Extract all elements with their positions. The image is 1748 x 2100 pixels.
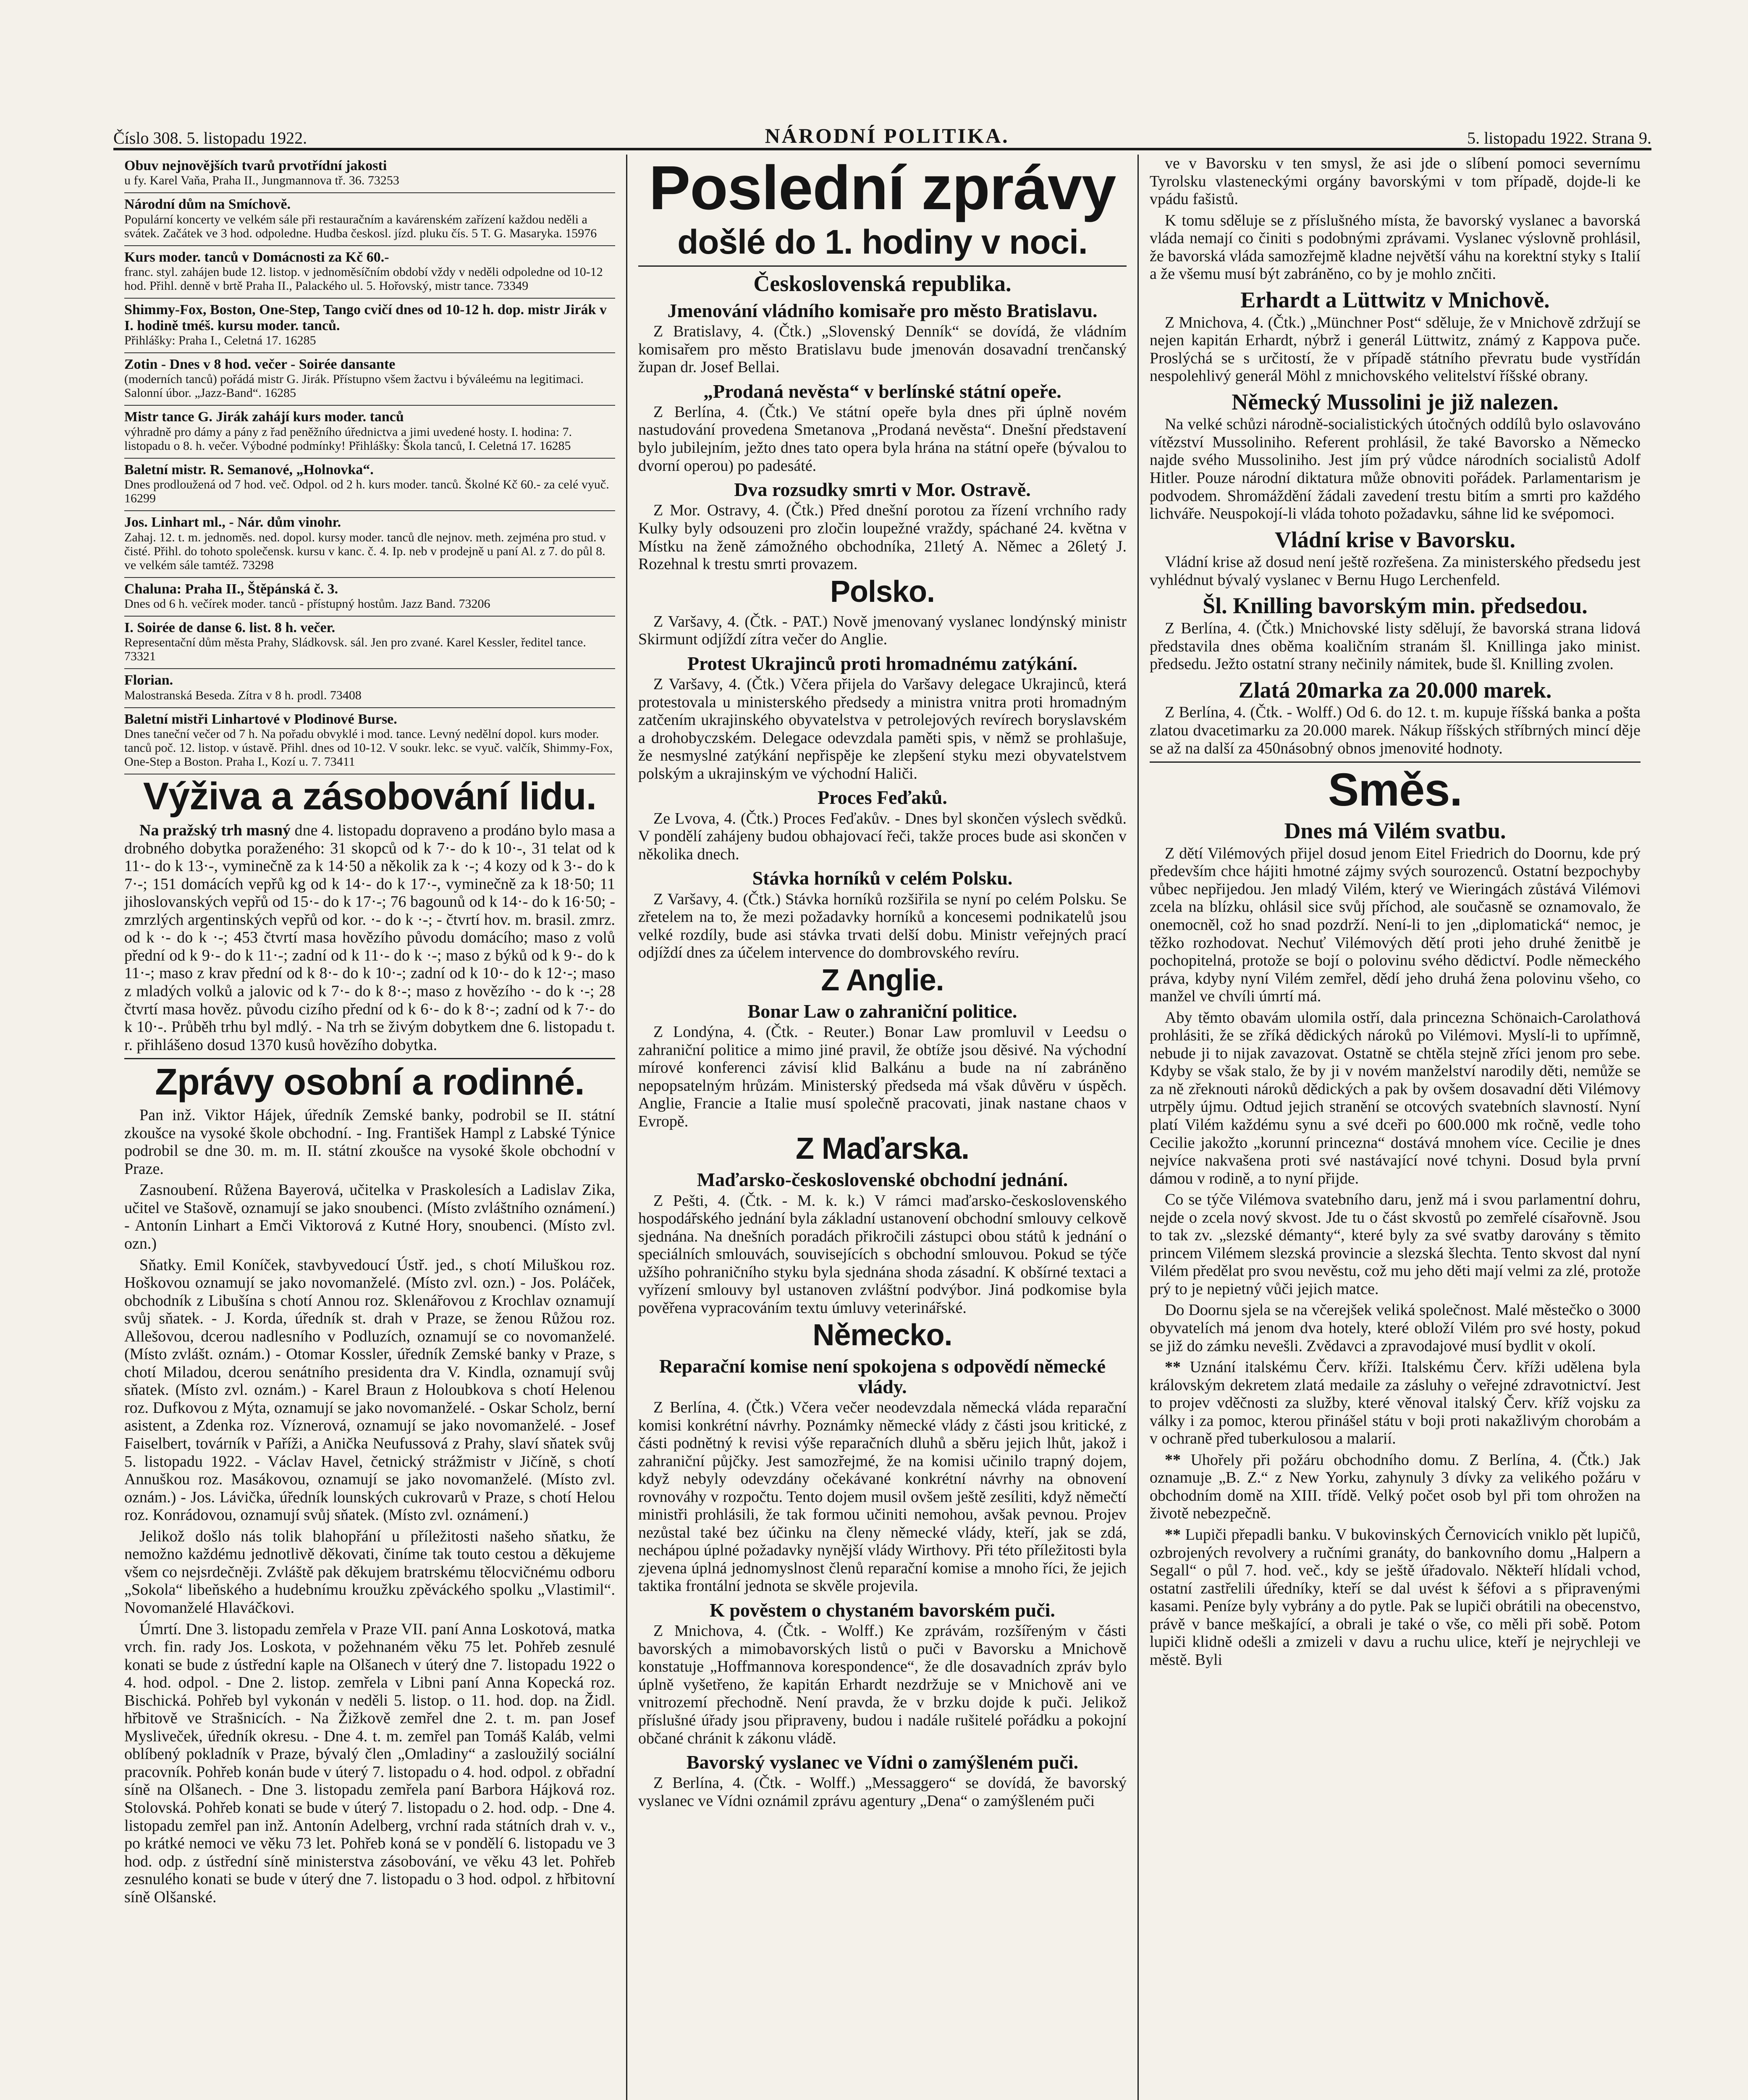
advertisement-text: Přihlášky: Praha I., Celetná 17. 16285 bbox=[124, 333, 316, 347]
advertisement-heading: Zotin - Dnes v 8 hod. večer - Soirée dansante bbox=[124, 356, 396, 372]
advertisement-text: (moderních tanců) pořádá mistr G. Jirák. Přístupno všem žactvu i býváleému na legitimaci. Salonní úbor. „Jazz-Band“. 16285 bbox=[124, 372, 584, 400]
text-hungary: Z Pešti, 4. (Čtk. - M. k. k.) V rámci maďarsko-československého hospodářského jednání byla základní ustanovení obchodní smlouvy celkově sjednána. Na dnešních poradách přikročili zástupci obou států k jednání o speciálních smlouvách, souvisejících s obchodní smlouvou. Pokud se týče užšího pohraničního styku byla sjednána shoda zásadní. K obšírné textaci a vyřízení smlouvy byl ustanoven zvláštní podvýbor. Jiná podkomise byla pověřena vypracováním textu úmluvy veterinářské. bbox=[638, 1192, 1127, 1317]
bullet-icon: ** bbox=[1164, 1451, 1191, 1469]
section-hungary: Z Maďarska. bbox=[796, 1132, 969, 1166]
text-red-cross bbox=[1150, 1358, 1641, 1448]
text-erhardt: Z Mnichova, 4. (Čtk.) „Münchner Post“ sděluje, že v Mnichově zdržují se nejen kapitán Erhardt, nýbrž i generál Lüttwitz, známý z Kappova puče. Proslýchá se s určitostí, že v případě státního převratu bude vystřídán nespolehlivý generál Möhl z mnichovského velitelství říšské obrany. bbox=[1149, 313, 1641, 385]
robbery-text: Lupiči přepadli banku. V bukovinských Černovicích vniklo pět lupičů, ozbrojených revolvery a ručními granáty, do bankovního domu „Halpern a Segall“ o půl 7. hod. več., kdy se ještě úřadovalo. Někteří hlídali vchod, ostatní zastřelili úředníky, kteří se dal uvést k šéfovi a s připravenými kasami. Peníze byly vybrány a do pytle. Pak se lupiči obrátili na obecenstvo, právě v bance meškající, a obrali je také o vše, co měli při sobě. Potom lupiči klidně odešli a zmizeli v davu a ruchu ulice, kteří je nejrychleji ve městě. Byli bbox=[1149, 1526, 1641, 1669]
text-vienna: Z Berlína, 4. (Čtk. - Wolff.) „Messaggero“ se dovídá, že bavorský vyslanec ve Vídni oznámil zprávu agentury „Dena“ o zamýšleném puči bbox=[638, 1774, 1127, 1810]
text-robbery bbox=[1150, 1526, 1641, 1669]
text-wedding-2: Aby těmto obavám ulomila ostří, dala princezna Schönaich-Carolathová prohlásiti, že se zříká dědických nároků po Vilémovi. Myslí-li to upřímně, nebude ji to nijak zavazovat. Ostatně se chtěla stejně zříci jenom pro sebe. Kdyby se však stalo, že by ji v novém manželství narodily děti, nemůže se za ně zřeknouti nároků dědických a pak by ovšem dosavadní děti Vilémovy utrpěly újmu. Odtud jejich stranění se otcových svatebních slavností. Nyní platí Vilém každému synu a své dceři po 600.000 mk ročně, vedle toho Cecilie jakožto „korunní princezna“ dostává mnohem více. Cecilie je dnes nejvíce nakvašena proti své nastávající nové tchyni. Dosud byla první dámou v rodině, a to nyní přijde. bbox=[1149, 1008, 1641, 1187]
text-fedak: Ze Lvova, 4. (Čtk.) Proces Feďakův. - Dnes byl skončen výslech svědků. V pondělí zahájeny budou obhajovací řeči, takže proces bude asi skončen v několika dnech. bbox=[638, 809, 1127, 863]
headline-vienna: Bavorský vyslanec ve Vídni o zamýšleném puči. bbox=[686, 1751, 1079, 1773]
text-bavaria-putsch: Z Mnichova, 4. (Čtk. - Wolff.) Ke zprávám, rozšířeným v části bavorských a mimobavorských listů o puči v Bavorsku a Mnichově konstatuje „Hoffmannova korespondence“, že dle dosavadních zpráv bylo úplně vyšetřeno, že kapitán Erhardt nezdržuje se v Mnichově ani ve vnitrozemí přechodně. Není pravda, že v brzku dojde k puči. Jelikož příslušné úřady jsou připraveny, budou i nadále rušitelé pořádku a pokojní občané chránit k zákonu vládě. bbox=[638, 1622, 1127, 1747]
headline-mussolini: Německý Mussolini je již nalezen. bbox=[1232, 389, 1559, 415]
late-news-subtitle: došlé do 1. hodiny v noci. bbox=[677, 223, 1088, 261]
text-bonar: Z Londýna, 4. (Čtk. - Reuter.) Bonar Law promluvil v Leedsu o zahraniční politice a mimo jiné pravil, že obtíže jsou děsivé. Na východní mírové konferenci závisí klid Balkánu a bude na ní zabráněno nepopsatelným hrůzám. Ministerský předseda má však důvěru v úspěch. Anglie, Francie a Italie musí společně pracovati, jinak nastane chaos v Evropě. bbox=[638, 1023, 1127, 1130]
section-england: Z Anglie. bbox=[821, 963, 944, 997]
advertisement-heading: Chaluna: Praha II., Štěpánská č. 3. bbox=[124, 581, 338, 597]
news-block bbox=[638, 613, 1127, 962]
headline-opera: „Prodaná nevěsta“ v berlínské státní opeře. bbox=[703, 380, 1061, 402]
advertisement bbox=[124, 708, 615, 774]
headline-erhardt: Erhardt a Lüttwitz v Mnichově. bbox=[1240, 287, 1550, 312]
headline-ostrava: Dva rozsudky smrti v Mor. Ostravě. bbox=[734, 479, 1031, 501]
text-ukraine: Z Varšavy, 4. (Čtk.) Včera přijela do Varšavy delegace Ukrajinců, která protestovala u ministerského předsedy a ministra vnitra proti hromadným zatčením ukrajinského obyvatelstva v petrolejových revírech boryslavském a drohobyczském. Delegace odevzdala paměti spis, v němž se prohlašuje, že nesmyslné zatýkání nepřispěje ke zlepšení styku mezi obyvatelstvem polským a ukrajinským ve východní Haliči. bbox=[638, 675, 1127, 782]
news-block bbox=[638, 1356, 1127, 1810]
masthead-issue: Číslo 308. 5. listopadu 1922. bbox=[113, 129, 307, 147]
headline-reparation: Reparační komise není spokojena s odpovědí německé vlády. bbox=[659, 1355, 1106, 1397]
advertisement-text: Malostranská Beseda. Zítra v 8 h. prodl. 73408 bbox=[124, 688, 362, 702]
masthead-date-page: 5. listopadu 1922. Strana 9. bbox=[1467, 129, 1651, 147]
text-poland: Z Varšavy, 4. (Čtk. - PAT.) Nově jmenovaný vyslanec londýnský ministr Skirmunt odjíždí zítra večer do Anglie. bbox=[638, 612, 1127, 648]
headline-fedak: Proces Feďaků. bbox=[818, 787, 947, 808]
column-right bbox=[1139, 155, 1651, 2100]
advertisement bbox=[124, 617, 615, 669]
text-gold: Z Berlína, 4. (Čtk. - Wolff.) Od 6. do 12. t. m. kupuje říšská banka a pošta zlatou dvacetimarku za 20.000 marek. Nákup říšských stříbrných mincí děje se až na další za 450násobný obnos jmenovité hodnoty. bbox=[1149, 704, 1641, 757]
advertisement bbox=[124, 578, 615, 617]
advertisement-text: Dnes taneční večer od 7 h. Na pořadu obvyklé i mod. tance. Levný nedělní dopol. kurs moder. tanců poč. 12. listop. v ústavě. Přihl. dnes od 10-12. V soukr. lekc. se vyuč. valčík, Shimmy-Fox, One-Step a Boston. Praha I., Kozí u. 7. 73411 bbox=[124, 727, 613, 769]
supply-article bbox=[124, 822, 615, 1054]
personal-p2: Zasnoubení. Růžena Bayerová, učitelka v Praskolesích a Ladislav Zika, učitel ve Stašově, oznamují se jako snoubenci. (Místo zvláštního oznámení.) - Antonín Linhart a Emči Viktorová z Kutné Hory, snoubenci. (Místo zvl. ozn.) bbox=[124, 1181, 615, 1253]
late-news-title: Poslední zprávy bbox=[649, 155, 1116, 223]
personal-article bbox=[124, 1106, 615, 1906]
advertisement-heading: Národní dům na Smíchově. bbox=[124, 197, 291, 213]
divider bbox=[124, 1058, 615, 1059]
news-block bbox=[1150, 819, 1641, 1669]
headline-gold: Zlatá 20marka za 20.000 marek. bbox=[1238, 677, 1552, 703]
news-block bbox=[638, 301, 1127, 573]
columns bbox=[113, 155, 1651, 2100]
personal-title: Zprávy osobní a rodinné. bbox=[155, 1061, 584, 1103]
personal-p5: Úmrtí. Dne 3. listopadu zemřela v Praze VII. paní Anna Loskotová, matka vrch. fin. rady Jos. Loskota, v požehnaném věku 75 let. Pohřeb zesnulé konati se bude z ústřední kaple na Olšanech v úterý dne 7. listopadu 1922 o 4. hod. odpol. - Dne 2. listop. zemřela v Libni paní Anna Kopecká roz. Bischická. Pohřeb byl vykonán v neděli 5. listop. o 11. hod. dop. na Židl. hřbitově ve Strašnicích. - Na Žižkově zemřel dne 2. t. m. pan Josef Mysliveček, úředník okresu. - Dne 4. t. m. zemřel pan Tomáš Kaláb, velmi oblíbený pokladník v Praze, bývalý člen „Omladiny“ a zasloužilý sociální pracovník. Pohřeb konán bude v úterý 7. listopadu o 4. hod. odpol. z obřadní síně na Olšanech. - Dne 3. listopadu zemřela paní Barbora Hájková roz. Stolovská. Pohřeb konati se bude v úterý 7. listopadu o 2. hod. odp. - Dne 4. listopadu zemřel pan inž. Antonín Adelberg, vrchní rada státních drah v. v., po krátké nemoci ve věku 73 let. Pohřeb koná se v pondělí 6. listopadu ve 3 hod. odp. z ústřední síně ministerstva zásobování, ve věku 43 let. Pohřeb zesnulého konati se bude v úterý dne 7. listopadu o 3 hod. odpol. z hřbitovní síně Olšanské. bbox=[124, 1620, 615, 1906]
text-bratislava: Z Bratislavy, 4. (Čtk.) „Slovenský Denník“ se dovídá, že vládním komisařem pro město Bratislavu bude jmenován dosavadní trenčanský župan dr. Josef Bellai. bbox=[638, 322, 1127, 376]
headline-crisis: Vládní krise v Bavorsku. bbox=[1274, 527, 1516, 552]
advertisement bbox=[124, 299, 615, 353]
bullet-icon: ** bbox=[1164, 1526, 1185, 1544]
supply-title: Výživa a zásobování lidu. bbox=[143, 775, 597, 818]
advertisement-heading: Kurs moder. tanců v Domácnosti za Kč 60.- bbox=[124, 249, 389, 265]
news-block bbox=[638, 1001, 1127, 1131]
section-czechoslovakia: Československá republika. bbox=[753, 271, 1012, 296]
advertisement-heading: I. Soirée de danse 6. list. 8 h. večer. bbox=[124, 620, 335, 635]
text-wedding-4: Do Doornu sjela se na včerejšek veliká společnost. Malé městečko o 3000 obyvatelích má jenom dva hotely, které obloží Vilém pro své hosty, pokud se již do zámku nevešli. Zvědavci a zpravodajové musí bydlit v okolí. bbox=[1149, 1301, 1641, 1355]
supply-text: dne 4. listopadu dopraveno a prodáno bylo masa a drobného dobytka poraženého: 31 skopců od k 7·- do k 10·-, 31 telat od k 11·- do k 13·-, vyminečně za k 14·50 a několik za k ·-; 4 kozy od k 3·- do k 7·-; 151 domácích vepřů kg od k 14·- do k 17·-, vyminečně za k 18·50; 11 jihoslovanských vepřů od 15·- do k 17·-; 76 bagounů od k 14·- do k 16·50; - zmrzlých argentinských vepřů od kor. ·- do k ·-; - čtvrtí hov. m. brasil. zmrz. od k ·- do k ·-; 453 čtvrtí masa hovězího původu domácího; maso z volů přední od k 9·- do k 11·-; zadní od k 11·- do k ·-; maso z býků od k 9·- do k 11·-; maso z krav přední od k 8·- do k 10·-; zadní od k 10·- do k 12·-; maso z mladých volků a jalovic od k 7·- do k 8·-; maso z hovězího ·- do k ·-; 28 čtvrtí masa hověz. původu cizího přední od k 6·- do k 8·-; zadní od k 7·- do k 10·-. Průběh trhu byl mdlý. - Na trh se živým dobytkem dne 6. listopadu t. r. přihlášeno dosud 1370 kusů hovězího dobytka. bbox=[124, 822, 615, 1054]
advertisement-text: Representační dům města Prahy, Sládkovsk. sál. Jen pro zvané. Karel Kessler, ředitel tance. 73321 bbox=[124, 635, 586, 664]
advertisement-heading: Shimmy-Fox, Boston, One-Step, Tango cvičí dnes od 10-12 h. dop. mistr Jirák v I. hodině tméš. kursu moder. tanců. bbox=[124, 302, 607, 333]
advertisement bbox=[124, 155, 615, 193]
masthead bbox=[113, 113, 1651, 150]
headline-knilling: Šl. Knilling bavorským min. předsedou. bbox=[1203, 593, 1588, 619]
text-ostrava: Z Mor. Ostravy, 4. (Čtk.) Před dnešní porotou za řízení vrchního rady Kulky byly odsouzeni pro zločin loupežné vraždy, spáchané 24. května v Místku na ženě zámožného obchodníka, 21letý A. Němec a 26letý J. Rozehnal k trestu smrti provazem. bbox=[638, 501, 1127, 573]
advertisement-heading: Florian. bbox=[124, 672, 173, 688]
advertisement-heading: Jos. Linhart ml., - Nár. dům vinohr. bbox=[124, 514, 341, 530]
news-block bbox=[1150, 155, 1641, 757]
column-middle bbox=[626, 155, 1139, 2100]
advertisement-heading: Baletní mistr. R. Semanové, „Holnovka“. bbox=[124, 462, 374, 478]
text-wedding: Z dětí Vilémových přijel dosud jenom Eitel Friedrich do Doornu, kde prý především chce hájiti hmotné zájmy svých sourozenců. Ostatní bezpochyby vůbec nepřijedou. Jen mladý Vilém, který ve Wieringách zůstává Vilémovi zcela na blízku, ohlásil sice svůj příchod, ale současně se oznamovalo, že onemocněl, což ho snad pozdrží. Není-li to jen „diplomatická“ nemoc, je těžko rozhodovat. Nechuť Vilémových dětí proti jeho druhé ženitbě je pochopitelná, protože se bojí o polovinu svého dědictví. Podle německého práva, kdyby nyní Vilém zemřel, dědí jeho druhá žena polovinu všeho, co manžel ve chvíli úmrtí má. bbox=[1149, 844, 1641, 1005]
text-reparation: Z Berlína, 4. (Čtk.) Včera večer neodevzdala německá vláda reparační komisi konkrétní návrhy. Poznámky německé vlády z části jsou kritické, z části podnětný k revisi výše reparačních dluhů a sběru jejich lhůt, jakož i zahraniční půjčky. Jest samozřejmé, že na komisi učinilo trapný dojem, když nebyly odevzdány očekávané konkrétní návrhy na obnovení rovnováhy v rozpočtu. Tento dojem musil ovšem ještě zesíliti, když němečtí ministři prohlásili, že tak formou učiniti nemohou, avšak pevnou. Projev nezůstal také bez účinku na členy německé vlády, kteří, jak se zdá, nechápou úplné požadavky nynější vlády Wirthovy. Při této příležitosti byla zjevena úplná jednomyslnost členů reparační komise a mnoho říci, že jejich taktika frontální jednota se skvěle projevila. bbox=[638, 1398, 1127, 1595]
headline-strike: Stávka horníků v celém Polsku. bbox=[752, 867, 1013, 889]
advertisement-text: výhradně pro dámy a pány z řad peněžního úřednictva a jimi uvedené hosty. I. hodina: 7. listopadu o 8. h. večer. Výbodné podmínky! Přihlášky: Škola tanců, I. Celetná 17. 16285 bbox=[124, 425, 572, 453]
personal-p1: Pan inž. Viktor Hájek, úředník Zemské banky, podrobil se II. státní zkoušce na vysoké škole obchodní. - Ing. František Hampl z Labské Týnice podrobil se dne 30. m. m. II. státní zkoušce na vysoké škole obchodní v Praze. bbox=[124, 1106, 615, 1178]
headline-bratislava: Jmenování vládního komisaře pro město Bratislavu. bbox=[667, 299, 1098, 321]
advertisement-text: Populární koncerty ve velkém sále při restauračním a kavárenském zařízení každou neděli a svátek. Začátek ve 3 hod. odpoledne. Hudba českosl. jízd. pluku čís. 5 T. G. Masaryka. 15976 bbox=[124, 212, 597, 240]
text-crisis: Vládní krise až dosud není ještě rozřešena. Za ministerského předsedu jest vyhlédnut bývalý vyslanec v Bernu Hugo Lerchenfeld. bbox=[1149, 553, 1641, 589]
divider bbox=[1150, 761, 1641, 763]
text-fire bbox=[1150, 1451, 1641, 1522]
headline-ukraine: Protest Ukrajinců proti hromadnému zatýkání. bbox=[687, 652, 1077, 674]
bullet-icon: ** bbox=[1164, 1358, 1190, 1376]
advertisement-text: franc. styl. zahájen bude 12. listop. v jednoměsíčním období vždy v neděli odpoledne od 10-12 hod. Přihl. denně v brtě Praha II., Palackého ul. 5. Hořovský, mistr tance. 73349 bbox=[124, 265, 603, 293]
masthead-paper-title: NÁRODNÍ POLITIKA. bbox=[765, 124, 1009, 147]
text-mussolini: Na velké schůzi národně-socialistických útočných oddílů bylo oslavováno vítězství Mussoliniho. Referent prohlásil, že také Bavorsko a Německo najde svého Mussoliniho. Jest jím prý vůdce národních socialistů Adolf Hitler. Pouze národní diktatura může obnoviti pořádek. Parlamentarism je podvodem. Shromáždění žádali zavedení trestu bitím a smrti pro každého lichváře. Neuspokojí-li vláda tohoto požadavku, sáhne lid ke svépomoci. bbox=[1149, 415, 1641, 523]
divider bbox=[638, 265, 1127, 267]
personal-p3: Sňatky. Emil Koníček, stavbyvedoucí Ústř. jed., s chotí Miluškou roz. Hoškovou oznamují se jako novomanželé. (Místo zvl. ozn.) - Jos. Poláček, obchodník z Libušína s chotí Annou roz. Sklenářovou z Krochlav oznamují svůj sňatek. - J. Korda, úředník st. drah v Praze, se ženou Růžou roz. Allešovou, dcerou nadlesního v Podluzích, oznamují se co novomanželé. (Místo zvlášt. oznám.) - Otomar Kossler, úředník Zemské banky v Praze, s chotí Miladou, dcerou senátního presidenta dra V. Kindla, oznamují svůj sňatek. (Místo zvl. oznám.) - Karel Braun z Holoubkova s chotí Helenou roz. Dufkovou z Mýta, oznamují se jako novomanželé. - Oskar Scholz, berní asistent, a Zdenka roz. Víznerová, oznamují se jako novomanželé. - Josef Faiselbert, továrník v Paříži, a Anička Neufussová z Prahy, slaví sňatek svůj 5. listopadu 1922. - Václav Havel, četnický strážmistr v Jičíně, s chotí Annuškou roz. Masákovou, oznamují se jako novomanželé. (Místo zvl. oznám.) - Jos. Lávička, úředník lounských cukrovarů v Praze, s chotí Helou roz. Konrádovou, oznamují svůj sňatek. (Místo zvl. oznámení.) bbox=[124, 1256, 615, 1524]
advertisement bbox=[124, 406, 615, 458]
text-intro: ve v Bavorsku v ten smysl, že asi jde o slíbení pomoci severnímu Tyrolsku vlasteneckými orgány bavorskými v tom případě, dojde-li ke vpádu fašistů. bbox=[1149, 155, 1641, 208]
advertisement bbox=[124, 669, 615, 708]
headline-wedding: Dnes má Vilém svatbu. bbox=[1284, 818, 1506, 844]
section-smes: Směs. bbox=[1328, 764, 1462, 816]
text-opera: Z Berlína, 4. (Čtk.) Ve státní opeře byla dnes při úplně novém nastudování provedena Smetanova „Prodaná nevěsta“. Dnešní představení bylo jubilejním, ježto dnes tato opera byla hrána na státní opeře (bývalou to dvorní operou) po padesáté. bbox=[638, 403, 1127, 475]
advertisement-text: Zahaj. 12. t. m. jednoměs. ned. dopol. kursy moder. tanců dle nejnov. meth. zejména pro stud. v čisté. Přihl. do tohoto společensk. kursu v kanc. č. 4. Ip. neb v prodejně u paní Al. z 7. do půl 8. ve velkém sále tamtéž. 73298 bbox=[124, 530, 606, 572]
advertisement bbox=[124, 511, 615, 578]
personal-p4: Jelikož došlo nás tolik blahopřání u příležitosti našeho sňatku, že nemožno každému jednotlivě děkovati, činíme tak touto cestou a děkujeme všem co nejsrdečněji. Zvláště pak děkujem bratrskému tělocvičnému odboru „Sokola“ libeňského a hudebnímu kroužku zpěváckého spolku „Vlastimil“. Novomanželé Hlaváčkovi. bbox=[124, 1527, 615, 1617]
red-cross-text: Uznání italskému Červ. kříži. Italskému Červ. kříži udělena byla královským dekretem zlatá medaile za zásluhy o veřejné zdravotnictví. Jest to projev vděčnosti za služby, které věnoval italský Červ. kříž vojsku za války i za pomoc, kterou přinášel státu v boji proti nakažlivým chorobám a v ochraně před tuberkulosou a malarií. bbox=[1149, 1358, 1641, 1448]
advertisement-heading: Baletní mistři Linhartové v Plodinové Burse. bbox=[124, 711, 397, 727]
advertisement bbox=[124, 193, 615, 246]
section-poland: Polsko. bbox=[830, 575, 935, 609]
headline-bonar: Bonar Law o zahraniční politice. bbox=[747, 1000, 1017, 1022]
advertisements bbox=[124, 155, 615, 774]
text-intro-2: K tomu sděluje se z příslušného místa, že bavorský vyslanec a bavorská vláda nemají co činiti s podobnými zprávami. Vyslanec výslovně prohlásil, že bavorská vláda samozřejmě kladne největší váhu na korektní styky s Italií a že všemu musí být zabráněno, co by je mohlo znčiti. bbox=[1149, 211, 1641, 283]
column-left bbox=[113, 155, 626, 2100]
headline-hungary: Maďarsko-československé obchodní jednání. bbox=[697, 1169, 1068, 1191]
supply-lead: Na pražský trh masný bbox=[139, 822, 291, 840]
text-knilling: Z Berlína, 4. (Čtk.) Mnichovské listy sdělují, že bavorská strana lidová představila dnes oběma koaličním stranám šl. Knillinga jako minist. předsedu. Ježto ostatní strany nečinily námitek, bude šl. Knilling zvolen. bbox=[1149, 620, 1641, 673]
advertisement bbox=[124, 353, 615, 406]
fire-text: Uhořely při požáru obchodního domu. Z Berlína, 4. (Čtk.) Jak oznamuje „B. Z.“ z New Yorku, zahynuly 3 dívky za velikého požáru v obchodním domě na XIII. třídě. Velký počet osob byl při tom ohrožen na životě nebezpečně. bbox=[1149, 1451, 1641, 1522]
advertisement-heading: Obuv nejnovějších tvarů prvotřídní jakosti bbox=[124, 158, 387, 173]
advertisement bbox=[124, 246, 615, 299]
headline-bavaria-putsch: K pověstem o chystaném bavorském puči. bbox=[710, 1599, 1055, 1621]
news-block bbox=[638, 1170, 1127, 1317]
advertisement-text: u fy. Karel Vaňa, Praha II., Jungmannova tř. 36. 73253 bbox=[124, 173, 399, 188]
advertisement-text: Dnes prodloužená od 7 hod. več. Odpol. od 2 h. kurs moder. tanců. Školné Kč 60.- za celé vyuč. 16299 bbox=[124, 478, 609, 506]
text-wedding-3: Co se týče Vilémova svatebního daru, jenž má i svou parlamentní dohru, nejde o zcela nový skvost. Jde tu o část skvostů po zemřelé císařovně. Jsou to tak zv. „slezské démanty“, které byly za své svatby darovány s těmito princem Vilémem slezská provincie a slezská šlechta. Tento skvost dal nyní Vilém předělat pro svou nevěstu, což mu jeho děti mají velmi za zlé, protože prý to je nepietný vůči jejich matce. bbox=[1149, 1191, 1641, 1298]
section-germany: Německo. bbox=[812, 1318, 952, 1352]
text-strike: Z Varšavy, 4. (Čtk.) Stávka horníků rozšiřila se nyní po celém Polsku. Se zřetelem na to, že mezi požadavky horníků a koncesemi podnikatelů jsou velké rozdíly, bude asi stávka trvati delší dobu. Ministr veřejných prací odjíždí dnes za účelem intervence do dombrovského revíru. bbox=[638, 890, 1127, 962]
advertisement-text: Dnes od 6 h. večírek moder. tanců - přístupný hostům. Jazz Band. 73206 bbox=[124, 596, 490, 611]
advertisement bbox=[124, 459, 615, 511]
advertisement-heading: Mistr tance G. Jirák zahájí kurs moder. tanců bbox=[124, 409, 404, 425]
